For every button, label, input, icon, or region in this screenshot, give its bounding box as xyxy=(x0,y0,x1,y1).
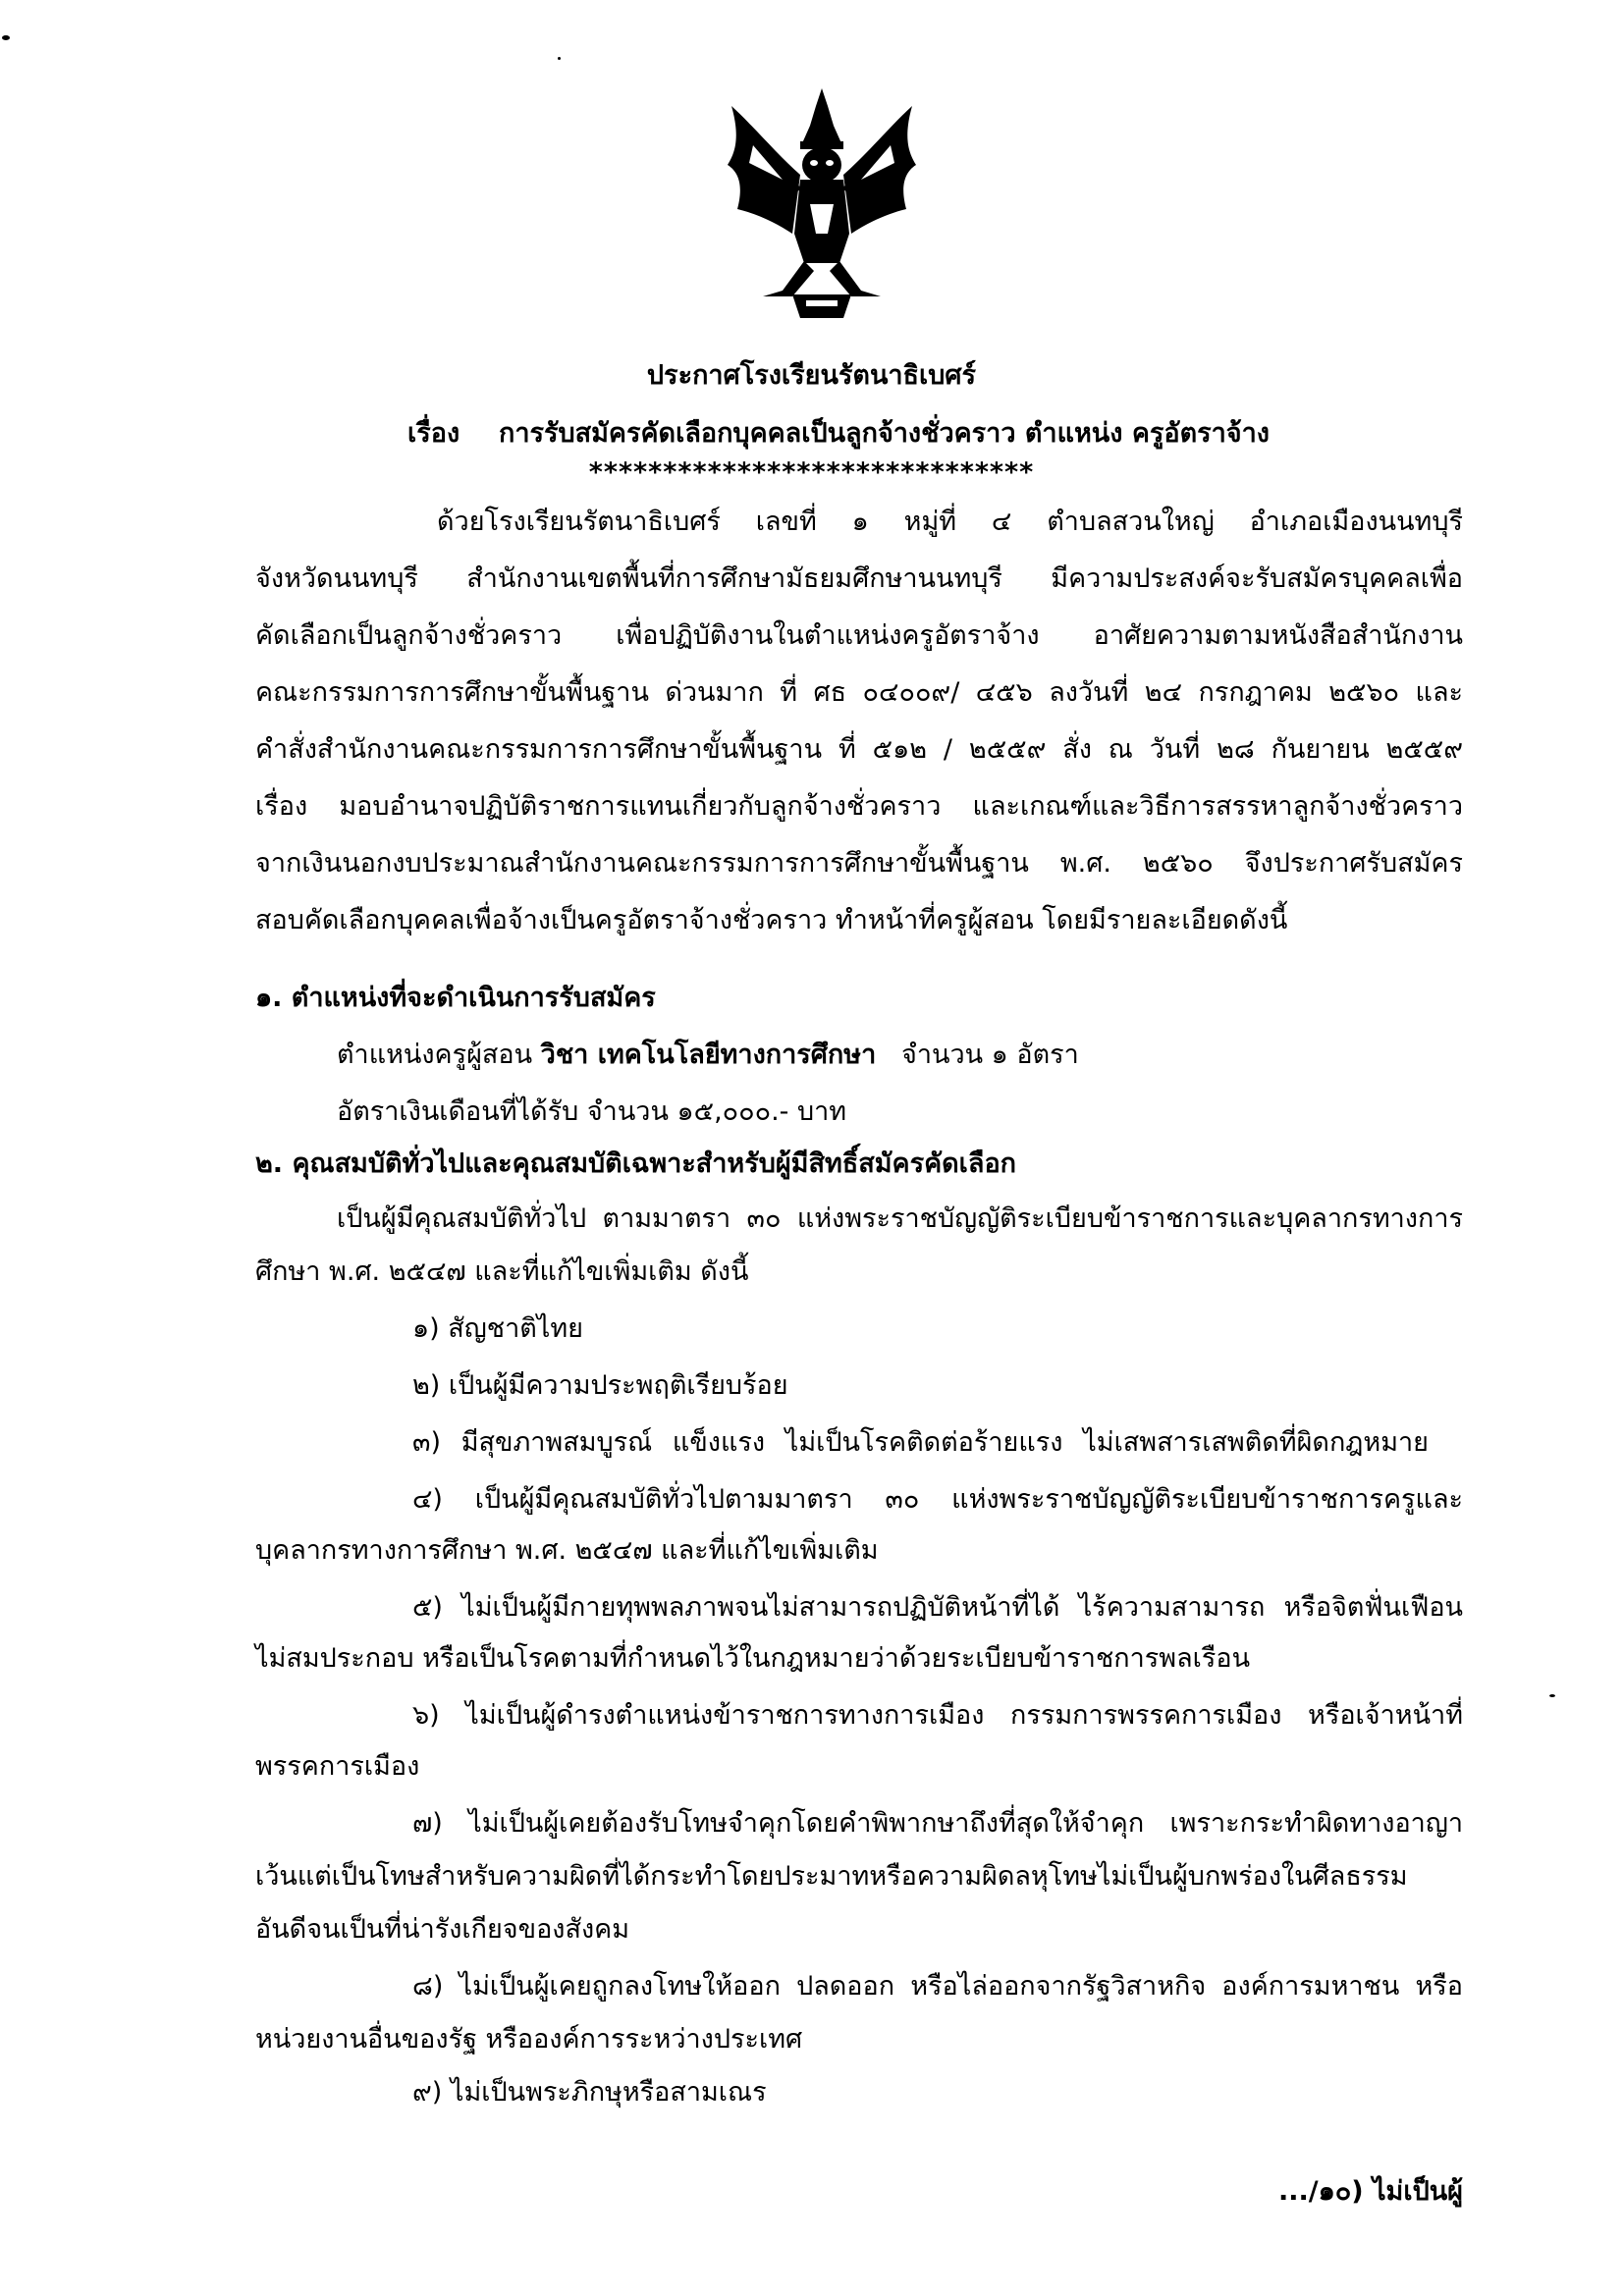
qualification-item-3: ๓) มีสุขภาพสมบูรณ์ แข็งแรง ไม่เป็นโรคติดต่อร้ายแรง ไม่เสพสารเสพติดที่ผิดกฎหมาย xyxy=(412,1427,1429,1458)
qualification-item-1: ๑) สัญชาติไทย xyxy=(412,1313,583,1344)
intro-line-5: คำสั่งสำนักงานคณะกรรมการการศึกษาขั้นพื้นฐาน ที่ ๕๑๒ / ๒๕๕๙ สั่ง ณ วันที่ ๒๘ กันยายน ๒๕๕๙ xyxy=(255,734,1463,765)
qualification-item-2: ๒) เป็นผู้มีความประพฤติเรียบร้อย xyxy=(412,1370,788,1401)
intro-line-3: คัดเลือกเป็นลูกจ้างชั่วคราว เพื่อปฏิบัติงานในตำแหน่งครูอัตราจ้าง อาศัยความตามหนังสือสำนักงาน xyxy=(255,620,1463,651)
intro-line-4: คณะกรรมการการศึกษาขั้นพื้นฐาน ด่วนมาก ที่ ศธ ๐๔๐๐๙/ ๔๕๖ ลงวันที่ ๒๔ กรกฎาคม ๒๕๖๐ และ xyxy=(255,677,1463,708)
qualification-item-8-cont: หน่วยงานอื่นของรัฐ หรือองค์การระหว่างประเทศ xyxy=(255,2024,803,2055)
intro-line-6: เรื่อง มอบอำนาจปฏิบัติราชการแทนเกี่ยวกับลูกจ้างชั่วคราว และเกณฑ์และวิธีการสรรหาลูกจ้างชั่วคราว xyxy=(255,791,1463,822)
page-continuation: .../๑๐) ไม่เป็นผู้ xyxy=(1277,2176,1463,2207)
subject-text: การรับสมัครคัดเลือกบุคคลเป็นลูกจ้างชั่วคราว ตำแหน่ง ครูอัตราจ้าง xyxy=(499,418,1270,449)
announcement-title: ประกาศโรงเรียนรัตนาธิเบศร์ xyxy=(646,360,977,391)
qualification-item-7: ๗) ไม่เป็นผู้เคยต้องรับโทษจำคุกโดยคำพิพากษาถึงที่สุดให้จำคุก เพราะกระทำผิดทางอาญา xyxy=(412,1808,1463,1839)
qualification-item-9: ๙) ไม่เป็นพระภิกษุหรือสามเณร xyxy=(412,2077,767,2108)
intro-line-2: จังหวัดนนทบุรี สำนักงานเขตพื้นที่การศึกษามัธยมศึกษานนทบุรี มีความประสงค์จะรับสมัครบุคคลเพื่อ xyxy=(255,563,1463,594)
scan-speck xyxy=(558,57,561,60)
qualification-item-5: ๕) ไม่เป็นผู้มีกายทุพพลภาพจนไม่สามารถปฏิบัติหน้าที่ได้ ไร้ความสามารถ หรือจิตฟั่นเฟือน xyxy=(412,1592,1463,1623)
position-suffix: จำนวน ๑ อัตรา xyxy=(901,1040,1079,1070)
subject-label: เรื่อง xyxy=(407,418,460,449)
qualification-item-6-cont: พรรคการเมือง xyxy=(255,1751,420,1782)
position-prefix: ตำแหน่งครูผู้สอน xyxy=(337,1040,533,1070)
section2-intro-line-1: เป็นผู้มีคุณสมบัติทั่วไป ตามมาตรา ๓๐ แห่งพระราชบัญญัติระเบียบข้าราชการและบุคลากรทางการ xyxy=(337,1203,1463,1234)
section1-position-line xyxy=(337,1036,1079,1075)
qualification-item-7-cont-2: อันดีจนเป็นที่น่ารังเกียจของสังคม xyxy=(255,1914,630,1945)
scan-speck xyxy=(2,35,10,40)
intro-line-8: สอบคัดเลือกบุคคลเพื่อจ้างเป็นครูอัตราจ้างชั่วคราว ทำหน้าที่ครูผู้สอน โดยมีรายละเอียดดังนี้ xyxy=(255,905,1288,935)
section2-intro-line-2: ศึกษา พ.ศ. ๒๕๔๗ และที่แก้ไขเพิ่มเติม ดังนี้ xyxy=(255,1256,749,1287)
intro-line-1: ด้วยโรงเรียนรัตนาธิเบศร์ เลขที่ ๑ หมู่ที่ ๔ ตำบลสวนใหญ่ อำเภอเมืองนนทบุรี xyxy=(437,507,1463,537)
position-subject: วิชา เทคโนโลยีทางการศึกษา xyxy=(540,1040,877,1070)
garuda-emblem-icon xyxy=(724,86,920,322)
qualification-item-8: ๘) ไม่เป็นผู้เคยถูกลงโทษให้ออก ปลดออก หรือไล่ออกจากรัฐวิสาหกิจ องค์การมหาชน หรือ xyxy=(412,1971,1463,2002)
qualification-item-4: ๔) เป็นผู้มีคุณสมบัติทั่วไปตามมาตรา ๓๐ แห่งพระราชบัญญัติระเบียบข้าราชการครูและ xyxy=(412,1484,1463,1515)
qualification-item-4-cont: บุคลากรทางการศึกษา พ.ศ. ๒๕๔๗ และที่แก้ไขเพิ่มเติม xyxy=(255,1535,879,1566)
qualification-item-7-cont-1: เว้นแต่เป็นโทษสำหรับความผิดที่ได้กระทำโดยประมาทหรือความผิดลหุโทษไม่เป็นผู้บกพร่องในศีลธรรม xyxy=(255,1861,1408,1892)
section1-heading: ๑. ตำแหน่งที่จะดำเนินการรับสมัคร xyxy=(255,983,656,1013)
section2-heading: ๒. คุณสมบัติทั่วไปและคุณสมบัติเฉพาะสำหรับผู้มีสิทธิ์สมัครคัดเลือก xyxy=(255,1148,1017,1179)
scan-speck xyxy=(1549,1694,1555,1697)
section1-salary: อัตราเงินเดือนที่ได้รับ จำนวน ๑๕,๐๐๐.- บาท xyxy=(337,1096,847,1127)
qualification-item-5-cont: ไม่สมประกอบ หรือเป็นโรคตามที่กำหนดไว้ในกฎหมายว่าด้วยระเบียบข้าราชการพลเรือน xyxy=(255,1643,1251,1674)
header-divider: ****************************** xyxy=(588,457,1035,488)
intro-line-7: จากเงินนอกงบประมาณสำนักงานคณะกรรมการการศึกษาขั้นพื้นฐาน พ.ศ. ๒๕๖๐ จึงประกาศรับสมัคร xyxy=(255,848,1463,879)
qualification-item-6: ๖) ไม่เป็นผู้ดำรงตำแหน่งข้าราชการทางการเมือง กรรมการพรรคการเมือง หรือเจ้าหน้าที่ xyxy=(412,1700,1463,1731)
